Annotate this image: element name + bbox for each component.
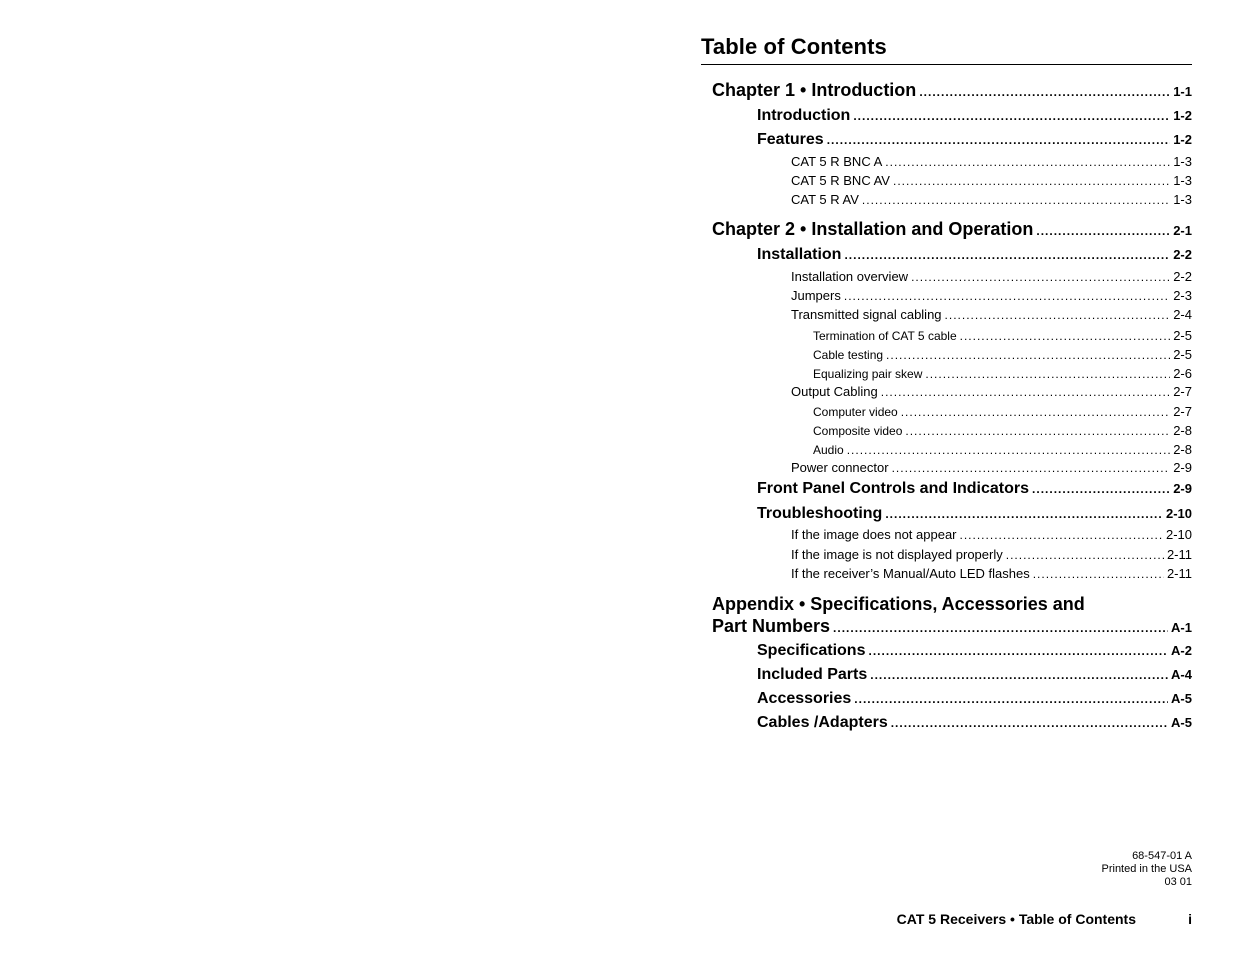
dot-leader [881, 385, 1170, 399]
toc-entry-cables-adapters[interactable] [757, 714, 1192, 732]
toc-entry-manual-auto-led-flashes[interactable] [791, 566, 1192, 581]
dot-leader [847, 443, 1171, 457]
page-title: Table of Contents [701, 34, 1192, 65]
toc-entry-page: A-5 [1171, 691, 1192, 706]
printed-location: Printed in the USA [1101, 863, 1192, 875]
toc-entry-page: 2-3 [1173, 288, 1192, 303]
toc-entry-appendix-heading[interactable]: Appendix • Specifications, Accessories and [712, 594, 1085, 614]
dot-leader [844, 289, 1170, 303]
dot-leader [925, 367, 1170, 381]
toc-entry-front-panel-controls[interactable] [757, 480, 1192, 498]
toc-entry-label: Part Numbers [712, 616, 831, 636]
toc-entry-label: Termination of CAT 5 cable [813, 329, 957, 343]
dot-leader [885, 507, 1163, 521]
toc-entry-label: Accessories [757, 690, 852, 707]
toc-entry-features[interactable] [757, 131, 1192, 149]
toc-entry-label: Included Parts [757, 666, 868, 683]
toc-entry-equalizing-pair-skew[interactable] [813, 366, 1192, 381]
print-date: 03 01 [1164, 876, 1192, 888]
toc-entry-label: Computer video [813, 405, 898, 419]
dot-leader [1006, 548, 1164, 562]
dot-leader [945, 308, 1171, 322]
toc-entry-label: Features [757, 131, 824, 148]
toc-entry-label: Output Cabling [791, 384, 878, 399]
toc-entry-accessories[interactable] [757, 690, 1192, 708]
toc-entry-label: Power connector [791, 460, 889, 475]
toc-entry-page: 2-7 [1173, 384, 1192, 399]
toc-entry-page: 2-2 [1173, 247, 1192, 262]
toc-entry-label: Chapter 2 • Installation and Operation [712, 219, 1034, 239]
toc-entry-computer-video[interactable] [813, 404, 1192, 419]
toc-entry-troubleshooting[interactable] [757, 505, 1192, 523]
dot-leader [1036, 224, 1170, 238]
toc-entry-output-cabling[interactable] [791, 384, 1192, 399]
document-number: 68-547-01 A [1132, 850, 1192, 862]
toc-entry-cable-testing[interactable] [813, 347, 1192, 362]
toc-entry-composite-video[interactable] [813, 423, 1192, 438]
toc-entry-label: If the image does not appear [791, 527, 957, 542]
dot-leader [886, 348, 1170, 362]
toc-entry-page: 2-11 [1166, 566, 1192, 581]
dot-leader [919, 85, 1170, 99]
toc-entry-introduction[interactable] [757, 107, 1192, 125]
toc-entry-label: Composite video [813, 424, 903, 438]
dot-leader [893, 174, 1170, 188]
page-number: i [1188, 911, 1192, 927]
toc-entry-label: Installation overview [791, 269, 909, 284]
toc-entry-label: CAT 5 R AV [791, 192, 859, 207]
toc-entry-page: A-4 [1171, 667, 1192, 682]
toc-entry-label: Specifications [757, 642, 866, 659]
toc-entry-label: Installation [757, 246, 842, 263]
toc-entry-page: 1-3 [1173, 192, 1192, 207]
toc-entry-chapter-2[interactable] [712, 219, 1192, 240]
toc-entry-jumpers[interactable] [791, 288, 1192, 303]
toc-entry-page: A-5 [1171, 715, 1192, 730]
toc-entry-label: CAT 5 R BNC AV [791, 173, 890, 188]
dot-leader [901, 405, 1170, 419]
toc-entry-page: 2-5 [1173, 328, 1192, 343]
toc-entry-included-parts[interactable] [757, 666, 1192, 684]
dot-leader [911, 270, 1170, 284]
toc-entry-label: Jumpers [791, 288, 841, 303]
toc-entry-page: 1-2 [1173, 132, 1192, 147]
toc-entry-page: 2-9 [1173, 460, 1192, 475]
toc-entry-page: 2-7 [1173, 404, 1192, 419]
toc-entry-label: Cable testing [813, 348, 884, 362]
dot-leader [833, 621, 1168, 635]
dot-leader [960, 329, 1171, 343]
toc-entry-label: Transmitted signal cabling [791, 307, 942, 322]
toc-entry-page: 2-11 [1166, 547, 1192, 562]
toc-entry-cat5-r-av[interactable] [791, 192, 1192, 207]
dot-leader [862, 193, 1170, 207]
toc-entry-label: If the image is not displayed properly [791, 547, 1003, 562]
toc-entry-transmitted-signal-cabling[interactable] [791, 307, 1192, 322]
dot-leader [960, 528, 1163, 542]
toc-entry-cat5-r-bnc-a[interactable] [791, 154, 1192, 169]
toc-entry-page: 2-9 [1173, 481, 1192, 496]
toc-entry-page: 1-3 [1173, 173, 1192, 188]
toc-entry-page: A-2 [1171, 643, 1192, 658]
toc-entry-label: Equalizing pair skew [813, 367, 923, 381]
dot-leader [854, 692, 1168, 706]
toc-entry-label: Troubleshooting [757, 505, 883, 522]
toc-entry-page: 2-4 [1173, 307, 1192, 322]
dot-leader [1033, 567, 1164, 581]
dot-leader [844, 248, 1170, 262]
toc-entry-specifications[interactable] [757, 642, 1192, 660]
toc-entry-page: 2-2 [1173, 269, 1192, 284]
toc-entry-label: If the receiver’s Manual/Auto LED flashes [791, 566, 1030, 581]
dot-leader [905, 424, 1170, 438]
toc-entry-page: 2-5 [1173, 347, 1192, 362]
toc-entry-page: 1-1 [1173, 84, 1192, 99]
toc-entry-label: Introduction [757, 107, 851, 124]
toc-entry-installation-overview[interactable] [791, 269, 1192, 284]
document-info [1102, 850, 1193, 889]
dot-leader [891, 716, 1168, 730]
dot-leader [868, 644, 1168, 658]
dot-leader [1032, 482, 1170, 496]
toc-entry-page: 2-6 [1173, 366, 1192, 381]
dot-leader [885, 155, 1170, 169]
toc-entry-label: Chapter 1 • Introduction [712, 80, 917, 100]
toc-entry-installation[interactable] [757, 246, 1192, 264]
toc-entry-label: Audio [813, 443, 844, 457]
toc-entry-page: 2-10 [1165, 506, 1192, 521]
running-footer-title: CAT 5 Receivers • Table of Contents [896, 911, 1136, 927]
toc-entry-page: 2-8 [1173, 423, 1192, 438]
dot-leader [870, 668, 1168, 682]
toc-entry-page: 2-10 [1165, 527, 1192, 542]
dot-leader [853, 109, 1170, 123]
toc-entry-image-not-displayed-properly[interactable] [791, 547, 1192, 562]
toc-entry-cat5-r-bnc-av[interactable] [791, 173, 1192, 188]
toc-entry-label: Cables /Adapters [757, 714, 888, 731]
toc-entry-appendix[interactable] [712, 616, 1192, 637]
toc-entry-termination-of-cat5-cable[interactable] [813, 328, 1192, 343]
toc-entry-page: 2-8 [1173, 442, 1192, 457]
toc-entry-power-connector[interactable] [791, 460, 1192, 475]
toc-entry-label: Front Panel Controls and Indicators [757, 480, 1030, 497]
toc-entry-label: CAT 5 R BNC A [791, 154, 883, 169]
toc-page [701, 34, 1192, 934]
toc-entry-chapter-1[interactable] [712, 80, 1192, 101]
toc-entry-audio[interactable] [813, 442, 1192, 457]
toc-entry-page: A-1 [1171, 620, 1192, 635]
toc-entry-page: 1-3 [1173, 154, 1192, 169]
toc-entry-page: 1-2 [1173, 108, 1192, 123]
toc-entry-page: 2-1 [1173, 223, 1192, 238]
dot-leader [892, 461, 1171, 475]
toc-entry-image-does-not-appear[interactable] [791, 527, 1192, 542]
dot-leader [827, 133, 1171, 147]
